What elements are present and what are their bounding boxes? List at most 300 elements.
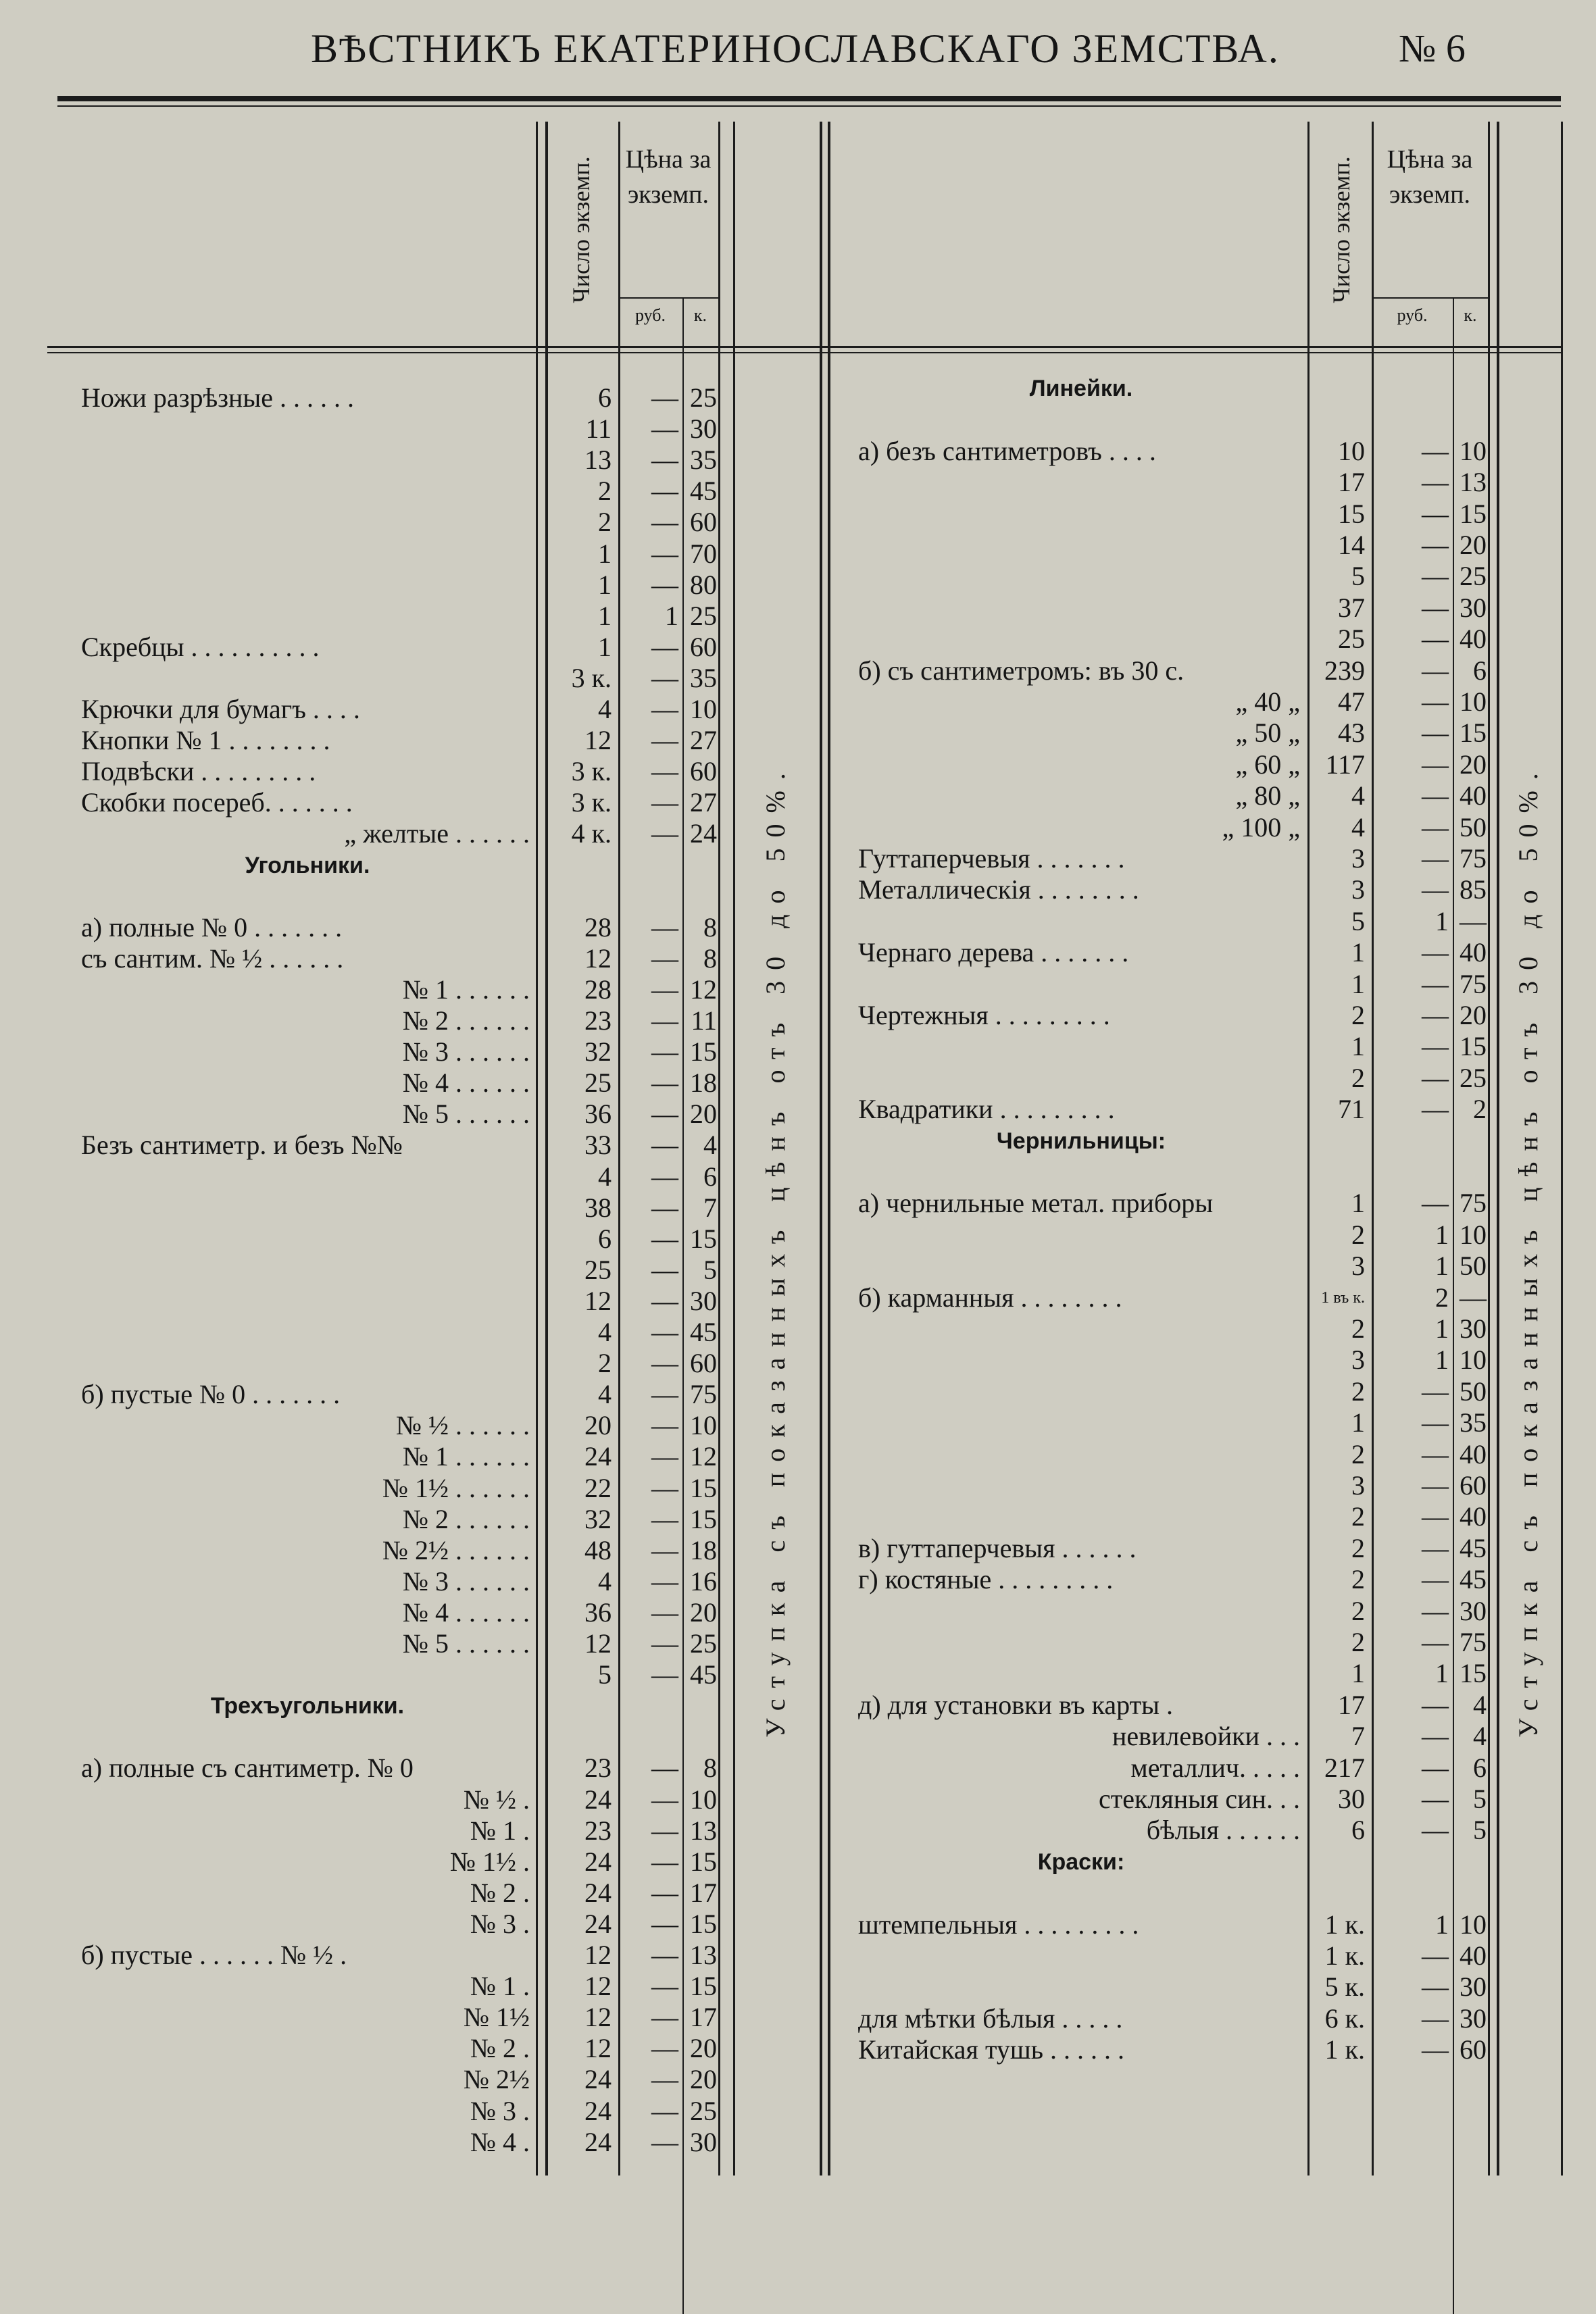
- kop-cell: —: [1460, 905, 1487, 936]
- rub-cell: —: [651, 1285, 678, 1316]
- rub-cell: 1: [1435, 1251, 1449, 1282]
- count-cell: 12: [584, 1285, 612, 1316]
- table-row: [0, 436, 1596, 466]
- rub-cell: —: [651, 382, 678, 413]
- item-label: Безъ сантиметр. и безъ №№: [81, 1130, 403, 1161]
- rub-cell: —: [1422, 2003, 1449, 2034]
- count-cell: 1 к.: [1324, 1909, 1365, 1940]
- rub-cell: —: [1422, 530, 1449, 560]
- kop-cell: 25: [1460, 1062, 1487, 1093]
- kop-cell: 60: [690, 756, 717, 787]
- right-count-header: Число экземп.: [1328, 156, 1355, 303]
- kop-cell: 4: [1473, 1689, 1487, 1720]
- header-rule-thin: [57, 105, 1561, 107]
- count-cell: 14: [1338, 530, 1365, 560]
- rub-cell: —: [651, 1534, 678, 1565]
- count-cell: 43: [1338, 718, 1365, 749]
- rub-cell: —: [1422, 1971, 1449, 2003]
- table-row: [0, 1690, 1596, 1720]
- item-label: № 5 . . . . . .: [402, 1099, 530, 1130]
- kop-cell: 50: [1460, 1251, 1487, 1282]
- table-row: [0, 907, 1596, 936]
- kop-cell: 27: [690, 725, 717, 756]
- kop-cell: 30: [1460, 2003, 1487, 2034]
- rub-cell: —: [651, 818, 678, 849]
- count-cell: 36: [584, 1099, 612, 1130]
- count-cell: 4: [1351, 780, 1365, 811]
- count-cell: 5: [1351, 561, 1365, 592]
- kop-cell: 15: [1460, 498, 1487, 529]
- count-cell: 24: [584, 2064, 612, 2095]
- kop-cell: 75: [690, 1379, 717, 1410]
- item-label: в) гуттаперчевыя . . . . . .: [858, 1533, 1137, 1563]
- kop-cell: 50: [1460, 811, 1487, 842]
- count-cell: 24: [584, 1846, 612, 1877]
- rub-cell: —: [651, 2064, 678, 2095]
- rub-cell: 1: [1435, 905, 1449, 936]
- header-rule: [57, 96, 1561, 101]
- rub-cell: —: [1422, 655, 1449, 686]
- kop-cell: 25: [1460, 561, 1487, 592]
- table-row: [0, 2096, 1596, 2126]
- table-row: [0, 1628, 1596, 1657]
- count-cell: 12: [584, 725, 612, 756]
- table-row: [0, 1188, 1596, 1218]
- table-row: [0, 1251, 1596, 1281]
- count-cell: 30: [1338, 1784, 1365, 1814]
- rub-cell: —: [1422, 718, 1449, 749]
- kop-cell: 8: [703, 942, 717, 974]
- kop-cell: 12: [690, 1441, 717, 1472]
- item-label: Скребцы . . . . . . . . . .: [81, 632, 320, 662]
- count-cell: 1: [1351, 937, 1365, 968]
- item-label: Кнопки № 1 . . . . . . . .: [81, 726, 330, 756]
- rub-cell: —: [1422, 1752, 1449, 1783]
- right-section-heading: Краски:: [1037, 1848, 1125, 1875]
- right-discount-note: Уступка съ показанныхъ цѣнъ отъ 30 до 50%.: [1513, 762, 1543, 1738]
- right-section-heading: Чернильницы:: [996, 1128, 1166, 1154]
- count-cell: 6 к.: [1324, 2003, 1365, 2034]
- kop-cell: 45: [1460, 1532, 1487, 1563]
- count-cell: 2: [1351, 1501, 1365, 1532]
- item-label: б) съ сантиметромъ: въ 30 с.: [858, 655, 1184, 686]
- kop-cell: 15: [690, 1503, 717, 1534]
- table-row: [0, 1878, 1596, 1908]
- item-label: Металлическія . . . . . . . .: [858, 875, 1139, 905]
- kop-cell: 15: [690, 1223, 717, 1254]
- table-row: [0, 750, 1596, 780]
- item-label: № 1½ .: [449, 1846, 530, 1877]
- kop-cell: 40: [1460, 624, 1487, 655]
- table-row: [0, 1910, 1596, 1940]
- count-cell: 1: [1351, 1188, 1365, 1219]
- rub-cell: —: [651, 476, 678, 507]
- rub-cell: —: [1422, 1815, 1449, 1846]
- count-cell: 117: [1325, 749, 1365, 780]
- rub-cell: —: [1422, 2034, 1449, 2065]
- item-label: а) полные съ сантиметр. № 0: [81, 1753, 414, 1784]
- table-row: [0, 1283, 1596, 1313]
- count-cell: 23: [584, 1753, 612, 1784]
- count-cell: 1: [1351, 1658, 1365, 1689]
- kop-cell: 15: [690, 1846, 717, 1877]
- item-label: г) костяные . . . . . . . . .: [858, 1565, 1114, 1595]
- item-label: № 5 . . . . . .: [402, 1629, 530, 1659]
- rub-cell: —: [1422, 843, 1449, 874]
- count-cell: 2: [598, 476, 612, 507]
- count-cell: 6: [1351, 1815, 1365, 1846]
- right-kop-header: к.: [1464, 305, 1477, 325]
- count-cell: 2: [1351, 1438, 1365, 1469]
- count-cell: 24: [584, 1908, 612, 1939]
- table-row: [0, 1784, 1596, 1814]
- table-row: [0, 970, 1596, 999]
- count-cell: 3 к.: [571, 787, 612, 818]
- kop-cell: 25: [690, 600, 717, 631]
- item-label: № 4 . . . . . .: [402, 1597, 530, 1628]
- kop-cell: 15: [1460, 1658, 1487, 1689]
- item-label: № ½ . . . . . .: [395, 1411, 530, 1441]
- count-cell: 47: [1338, 686, 1365, 717]
- kop-cell: 15: [690, 1971, 717, 2002]
- count-cell: 1: [598, 569, 612, 600]
- rub-cell: 1: [1435, 1344, 1449, 1376]
- kop-cell: 10: [690, 1784, 717, 1815]
- item-label: № 1 .: [470, 1971, 530, 2002]
- rub-cell: —: [651, 1815, 678, 1846]
- rub-cell: —: [1422, 561, 1449, 592]
- count-cell: 3 к.: [571, 662, 612, 693]
- count-cell: 1: [1351, 968, 1365, 999]
- kop-cell: 20: [690, 2064, 717, 2095]
- table-row: [0, 1534, 1596, 1563]
- item-label: № 2 .: [470, 1878, 530, 1908]
- kop-cell: 6: [1473, 655, 1487, 686]
- kop-cell: 75: [1460, 843, 1487, 874]
- kop-cell: 8: [703, 1753, 717, 1784]
- kop-cell: 5: [1473, 1784, 1487, 1814]
- rub-cell: —: [1422, 624, 1449, 655]
- kop-cell: 60: [690, 631, 717, 662]
- rub-cell: 1: [1435, 1313, 1449, 1344]
- right-price-header: Цѣна за экземп.: [1387, 145, 1473, 209]
- rub-cell: —: [1422, 592, 1449, 623]
- kop-cell: 75: [1460, 968, 1487, 999]
- rub-cell: —: [651, 974, 678, 1005]
- count-cell: 24: [584, 2126, 612, 2157]
- table-row: [0, 1565, 1596, 1594]
- column-header-rule-2: [47, 352, 1561, 353]
- item-label: д) для установки въ карты .: [858, 1690, 1173, 1720]
- count-cell: 1 въ к.: [1321, 1288, 1365, 1307]
- count-cell: 24: [584, 1784, 612, 1815]
- item-label: а) полные № 0 . . . . . . .: [81, 912, 343, 942]
- count-cell: 6: [598, 1223, 612, 1254]
- rub-cell: —: [651, 1628, 678, 1659]
- kop-cell: 25: [690, 2095, 717, 2126]
- item-label: „ 40 „: [1235, 687, 1300, 717]
- count-cell: 2: [1351, 1564, 1365, 1595]
- kop-cell: 40: [1460, 1438, 1487, 1469]
- kop-cell: 5: [1473, 1815, 1487, 1846]
- count-cell: 23: [584, 1005, 612, 1036]
- kop-cell: 10: [690, 1410, 717, 1441]
- count-cell: 22: [584, 1472, 612, 1503]
- rub-cell: —: [651, 1908, 678, 1939]
- rub-cell: —: [1422, 686, 1449, 717]
- count-cell: 4: [598, 694, 612, 724]
- table-row: [0, 468, 1596, 497]
- count-cell: 10: [1338, 435, 1365, 466]
- item-label: Крючки для бумагъ . . . .: [81, 695, 360, 724]
- rub-cell: —: [1422, 1721, 1449, 1752]
- item-label: „ 50 „: [1235, 718, 1300, 749]
- rub-cell: —: [651, 1596, 678, 1628]
- kop-cell: 60: [1460, 1470, 1487, 1501]
- rub-cell: 1: [1435, 1909, 1449, 1940]
- kop-cell: 20: [690, 2033, 717, 2064]
- table-row: [0, 1440, 1596, 1469]
- kop-cell: 40: [1460, 1501, 1487, 1532]
- kop-cell: 20: [1460, 749, 1487, 780]
- kop-cell: 60: [690, 507, 717, 538]
- rub-cell: —: [651, 1379, 678, 1410]
- rub-cell: —: [1422, 1407, 1449, 1438]
- kop-cell: 30: [690, 413, 717, 445]
- rub-cell: —: [1422, 968, 1449, 999]
- kop-cell: 25: [690, 1628, 717, 1659]
- rub-cell: —: [651, 1005, 678, 1036]
- rub-cell: 2: [1435, 1282, 1449, 1313]
- rub-cell: —: [1422, 1564, 1449, 1595]
- item-label: № 1½ . . . . . .: [382, 1473, 530, 1503]
- count-cell: 1: [1351, 1031, 1365, 1062]
- item-label: № 1 . . . . . .: [402, 974, 530, 1005]
- kop-cell: 30: [1460, 1971, 1487, 2003]
- count-cell: 17: [1338, 1689, 1365, 1720]
- kop-cell: 85: [1460, 874, 1487, 905]
- count-cell: 36: [584, 1596, 612, 1628]
- kop-cell: —: [1460, 1282, 1487, 1313]
- rub-cell: —: [651, 1099, 678, 1130]
- item-label: № 1 . . . . . .: [402, 1442, 530, 1472]
- rub-cell: —: [651, 725, 678, 756]
- rub-cell: —: [1422, 1438, 1449, 1469]
- rub-cell: —: [651, 1940, 678, 1970]
- kop-cell: 16: [690, 1565, 717, 1596]
- rub-cell: —: [651, 662, 678, 693]
- item-label: Подвѣски . . . . . . . . .: [81, 757, 316, 787]
- rub-cell: —: [651, 942, 678, 974]
- kop-cell: 6: [1473, 1752, 1487, 1783]
- count-cell: 4 к.: [571, 818, 612, 849]
- item-label: № 2½ . . . . . .: [382, 1535, 530, 1565]
- table-row: [0, 1941, 1596, 1971]
- count-cell: 17: [1338, 467, 1365, 498]
- kop-cell: 17: [690, 2002, 717, 2033]
- table-row: [0, 2004, 1596, 2034]
- rub-cell: —: [651, 1753, 678, 1784]
- kop-cell: 10: [1460, 1219, 1487, 1250]
- item-label: № 3 .: [470, 1909, 530, 1939]
- count-cell: 37: [1338, 592, 1365, 623]
- rub-cell: —: [651, 1784, 678, 1815]
- kop-cell: 5: [703, 1254, 717, 1285]
- item-label: № 2½: [463, 2065, 530, 2095]
- rub-cell: —: [1422, 874, 1449, 905]
- rub-cell: —: [651, 1846, 678, 1877]
- kop-cell: 11: [691, 1005, 717, 1036]
- count-cell: 2: [1351, 1062, 1365, 1093]
- kop-cell: 30: [690, 1285, 717, 1316]
- item-label: б) пустые . . . . . . № ½ .: [81, 1940, 347, 1970]
- rub-cell: —: [651, 2126, 678, 2157]
- count-cell: 20: [584, 1410, 612, 1441]
- rub-cell: —: [651, 694, 678, 724]
- count-cell: 3: [1351, 1251, 1365, 1282]
- table-row: [0, 687, 1596, 717]
- kop-cell: 18: [690, 1067, 717, 1099]
- left-section-heading: Трехъугольники.: [210, 1693, 405, 1719]
- rub-cell: —: [651, 413, 678, 445]
- table-row: [0, 1032, 1596, 1061]
- count-cell: 5: [598, 1659, 612, 1690]
- item-label: Китайская тушь . . . . . .: [858, 2035, 1124, 2065]
- table-row: [0, 1130, 1596, 1160]
- table-row: [0, 1001, 1596, 1030]
- table-row: [0, 1376, 1596, 1410]
- rub-cell: —: [651, 1130, 678, 1161]
- kop-cell: 75: [1460, 1627, 1487, 1657]
- item-label: № 4 . . . . . .: [402, 1068, 530, 1099]
- kop-cell: 30: [690, 2126, 717, 2157]
- rub-cell: —: [651, 1317, 678, 1347]
- left-count-header: Число экземп.: [568, 156, 595, 303]
- table-row: [0, 1659, 1596, 1688]
- kop-cell: 24: [690, 818, 717, 849]
- rub-cell: 1: [1435, 1219, 1449, 1250]
- table-row: [0, 2065, 1596, 2094]
- left-rub-header: руб.: [634, 305, 666, 325]
- item-label: № 2 . . . . . .: [402, 1006, 530, 1036]
- count-cell: 4: [598, 1565, 612, 1596]
- count-cell: 12: [584, 1971, 612, 2002]
- rub-cell: 1: [1435, 1658, 1449, 1689]
- kop-cell: 20: [1460, 530, 1487, 560]
- count-cell: 11: [585, 413, 612, 445]
- count-cell: 2: [1351, 1532, 1365, 1563]
- item-label: № 3 . . . . . .: [402, 1037, 530, 1067]
- rub-cell: —: [1422, 811, 1449, 842]
- table-row: [0, 1721, 1596, 1751]
- count-cell: 24: [584, 1877, 612, 1908]
- rub-cell: —: [651, 1503, 678, 1534]
- count-cell: 3: [1351, 843, 1365, 874]
- rub-cell: —: [1422, 467, 1449, 498]
- rub-cell: —: [1422, 1627, 1449, 1657]
- rub-cell: —: [651, 2002, 678, 2033]
- item-label: стекляныя син. . .: [1098, 1784, 1300, 1814]
- item-label: металлич. . . . .: [1130, 1753, 1300, 1783]
- right-section-heading: Линейки.: [1029, 376, 1133, 401]
- item-label: № 3 .: [470, 2096, 530, 2126]
- count-cell: 25: [1338, 624, 1365, 655]
- count-cell: 38: [584, 1192, 612, 1223]
- kop-cell: 20: [1460, 1000, 1487, 1030]
- item-label: „ желтые . . . . . .: [344, 819, 530, 849]
- count-cell: 7: [1351, 1721, 1365, 1752]
- page-number: № 6: [1399, 26, 1466, 70]
- kop-cell: 60: [690, 1348, 717, 1379]
- count-cell: 25: [584, 1067, 612, 1099]
- count-cell: 3 к.: [571, 756, 612, 787]
- kop-cell: 27: [690, 787, 717, 818]
- kop-cell: 60: [1460, 2034, 1487, 2065]
- count-cell: 71: [1338, 1094, 1365, 1125]
- left-price-header: Цѣна за экземп.: [625, 145, 712, 209]
- kop-cell: 20: [690, 1596, 717, 1628]
- kop-cell: 12: [690, 974, 717, 1005]
- item-label: № 4 .: [470, 2127, 530, 2157]
- table-row: [0, 781, 1596, 811]
- rub-cell: —: [651, 1192, 678, 1223]
- kop-cell: 4: [1473, 1721, 1487, 1752]
- table-row: [0, 1063, 1596, 1093]
- count-cell: 12: [584, 2002, 612, 2033]
- rub-cell: —: [1422, 1940, 1449, 1971]
- table-row: [0, 1847, 1596, 1877]
- count-cell: 12: [584, 1628, 612, 1659]
- kop-cell: 45: [690, 1659, 717, 1690]
- rub-cell: —: [651, 538, 678, 569]
- table-row: [0, 844, 1596, 874]
- kop-cell: 10: [1460, 1909, 1487, 1940]
- kop-cell: 30: [1460, 1313, 1487, 1344]
- count-cell: 2: [1351, 1313, 1365, 1344]
- kop-cell: 75: [1460, 1188, 1487, 1219]
- item-label: № ½ .: [463, 1784, 530, 1815]
- table-row: [0, 1220, 1596, 1250]
- kop-cell: 35: [1460, 1407, 1487, 1438]
- count-cell: 2: [1351, 1376, 1365, 1407]
- item-label: Чертежныя . . . . . . . . .: [858, 1001, 1110, 1030]
- count-cell: 239: [1324, 655, 1365, 686]
- item-label: № 2 .: [470, 2034, 530, 2064]
- count-cell: 12: [584, 1940, 612, 1970]
- rub-cell: —: [1422, 1784, 1449, 1814]
- kop-cell: 40: [1460, 1940, 1487, 1971]
- rub-cell: —: [1422, 498, 1449, 529]
- rub-cell: —: [1422, 1031, 1449, 1062]
- item-label: Ножи разрѣзные . . . . . .: [81, 383, 355, 413]
- table-row: [0, 718, 1596, 748]
- right-price-subheader-rule: [1372, 297, 1488, 299]
- count-cell: 12: [584, 942, 612, 974]
- item-label: Гуттаперчевыя . . . . . . .: [858, 844, 1125, 874]
- item-label: Квадратики . . . . . . . . .: [858, 1095, 1115, 1125]
- count-cell: 1: [1351, 1407, 1365, 1438]
- rub-cell: —: [651, 1565, 678, 1596]
- item-label: № 1½: [463, 2003, 530, 2033]
- count-cell: 2: [1351, 1219, 1365, 1250]
- count-cell: 2: [1351, 1627, 1365, 1657]
- count-cell: 24: [584, 2095, 612, 2126]
- rub-cell: —: [1422, 1501, 1449, 1532]
- rub-cell: —: [651, 1659, 678, 1690]
- kop-cell: 18: [690, 1534, 717, 1565]
- table-row: [0, 593, 1596, 623]
- kop-cell: 15: [1460, 1031, 1487, 1062]
